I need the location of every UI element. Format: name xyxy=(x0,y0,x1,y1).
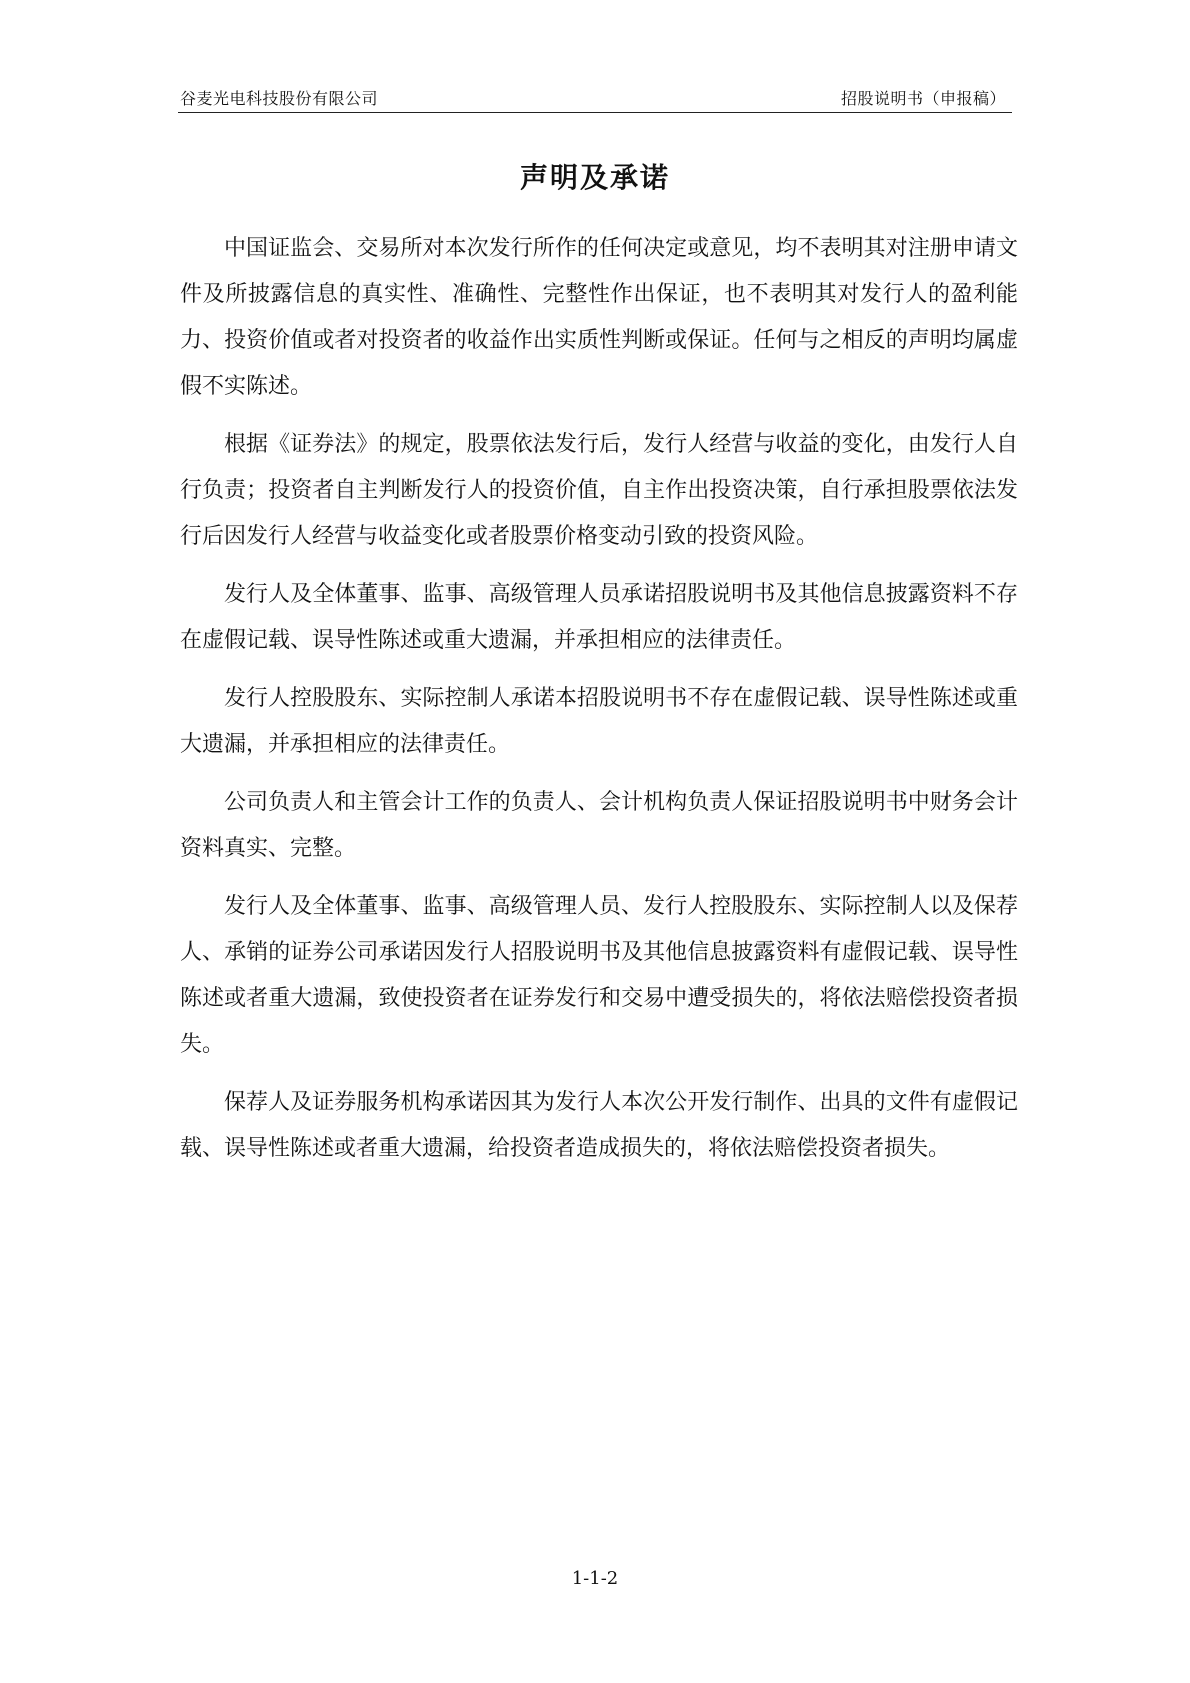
page-header xyxy=(178,82,1012,113)
paragraph: 公司负责人和主管会计工作的负责人、会计机构负责人保证招股说明书中财务会计资料真实、完整。 xyxy=(180,790,1018,861)
paragraph: 发行人及全体董事、监事、高级管理人员承诺招股说明书及其他信息披露资料不存在虚假记载、误导性陈述或重大遗漏，并承担相应的法律责任。 xyxy=(180,582,1018,653)
header-company-name: 谷麦光电科技股份有限公司 xyxy=(180,89,379,108)
page-number: 1-1-2 xyxy=(571,1568,619,1589)
document-body xyxy=(180,226,1018,1184)
paragraph: 中国证监会、交易所对本次发行所作的任何决定或意见，均不表明其对注册申请文件及所披露信息的真实性、准确性、完整性作出保证，也不表明其对发行人的盈利能力、投资价值或者对投资者的收益作出实质性判断或保证。任何与之相反的声明均属虚假不实陈述。 xyxy=(180,236,1018,399)
header-document-type: 招股说明书（申报稿） xyxy=(840,89,1006,108)
paragraph: 保荐人及证券服务机构承诺因其为发行人本次公开发行制作、出具的文件有虚假记载、误导性陈述或者重大遗漏，给投资者造成损失的，将依法赔偿投资者损失。 xyxy=(180,1090,1018,1161)
paragraph: 发行人及全体董事、监事、高级管理人员、发行人控股股东、实际控制人以及保荐人、承销的证券公司承诺因发行人招股说明书及其他信息披露资料有虚假记载、误导性陈述或者重大遗漏，致使投资者在证券发行和交易中遭受损失的，将依法赔偿投资者损失。 xyxy=(180,894,1018,1057)
paragraph: 根据《证券法》的规定，股票依法发行后，发行人经营与收益的变化，由发行人自行负责；投资者自主判断发行人的投资价值，自主作出投资决策，自行承担股票依法发行后因发行人经营与收益变化或者股票价格变动引致的投资风险。 xyxy=(180,432,1018,549)
paragraph: 发行人控股股东、实际控制人承诺本招股说明书不存在虚假记载、误导性陈述或重大遗漏，并承担相应的法律责任。 xyxy=(180,686,1018,757)
page-title: 声明及承诺 xyxy=(519,161,670,194)
